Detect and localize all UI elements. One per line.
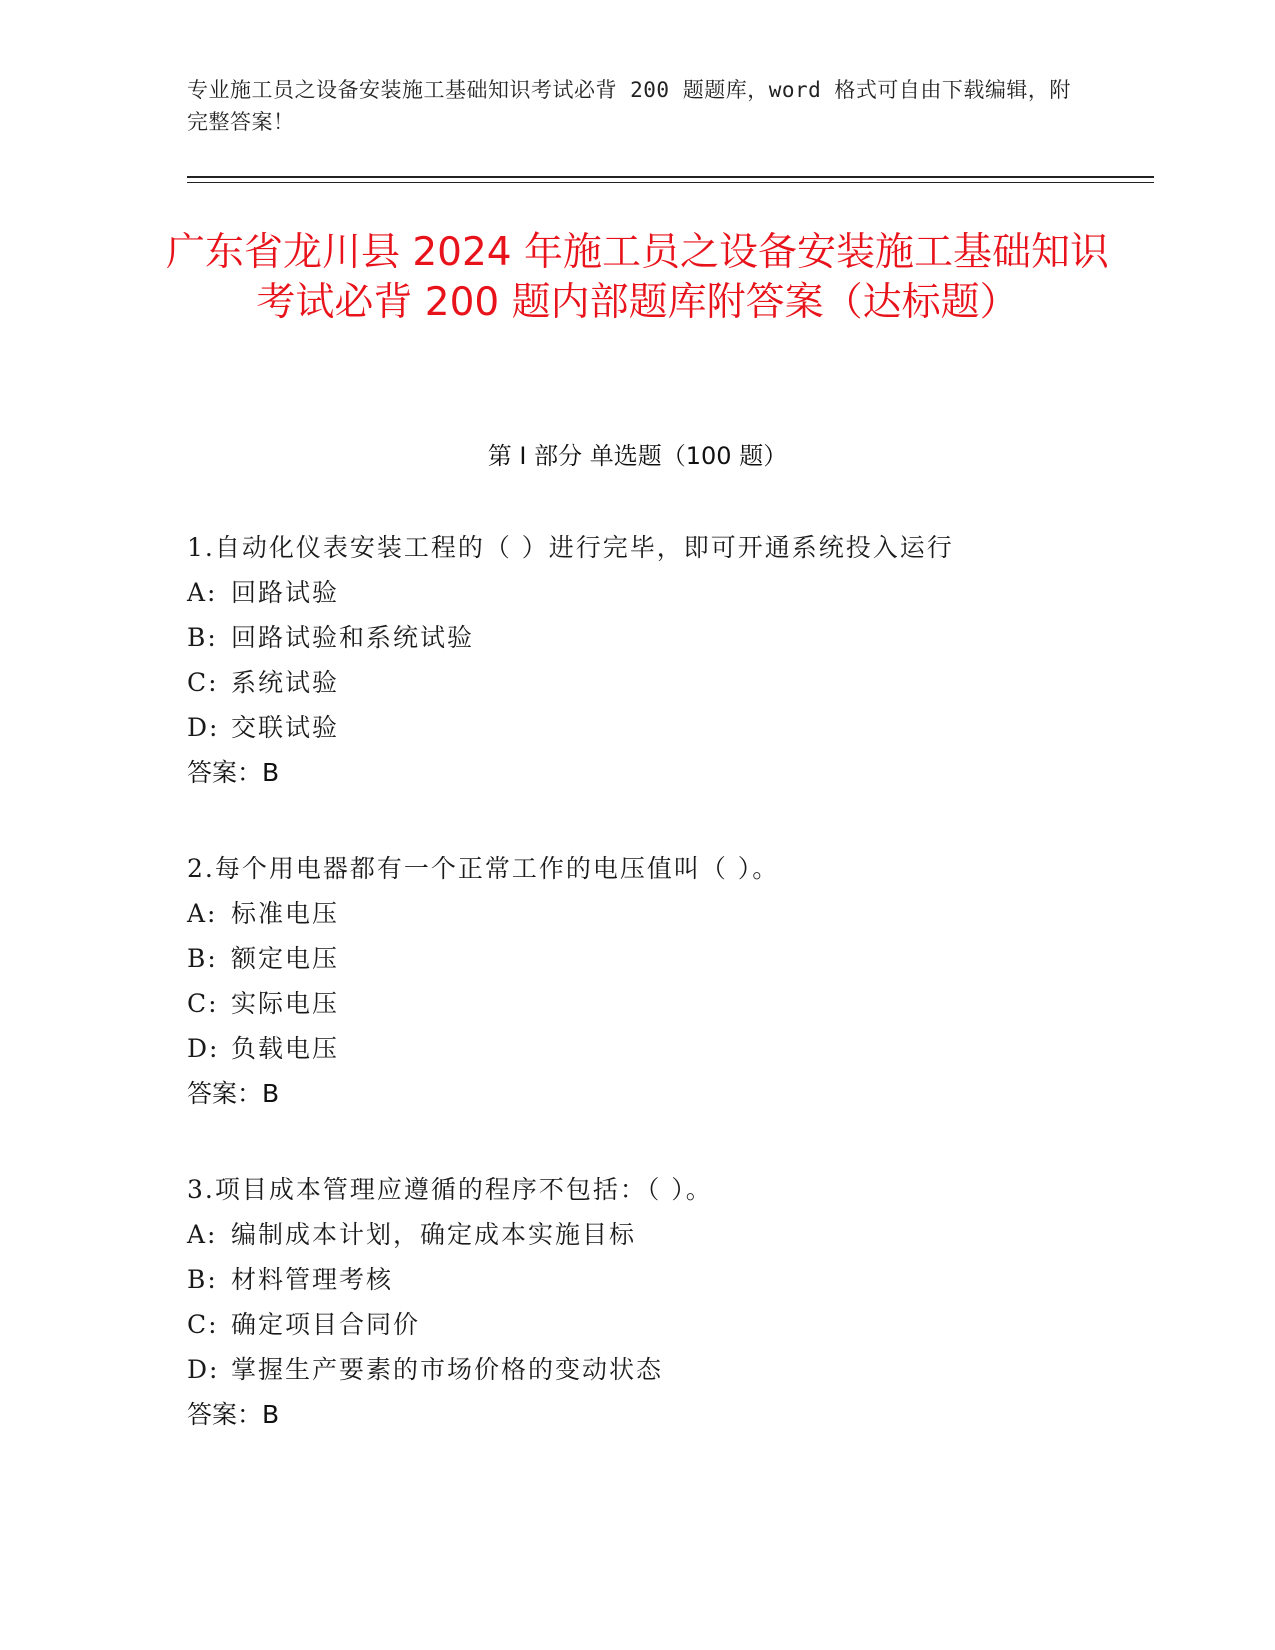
option-text: 回路试验 <box>231 578 340 607</box>
option-text: 标准电压 <box>231 899 340 928</box>
header-note: 专业施工员之设备安装施工基础知识考试必背 200 题题库，word 格式可自由下载编辑，附完整答案！ <box>187 78 1071 134</box>
option-letter: C: <box>187 668 219 697</box>
option-a <box>187 891 1147 936</box>
option-letter: B: <box>187 1265 218 1294</box>
option-text: 确定项目合同价 <box>231 1310 421 1339</box>
option-text: 负载电压 <box>231 1034 340 1063</box>
option-d <box>187 1347 1147 1392</box>
question-stem: 1.自动化仪表安装工程的（ ）进行完毕，即可开通系统投入运行 <box>187 533 954 562</box>
option-letter: C: <box>187 989 219 1018</box>
option-b <box>187 936 1147 981</box>
option-text: 材料管理考核 <box>231 1265 394 1294</box>
answer: 答案：B <box>187 1079 280 1108</box>
option-text: 系统试验 <box>231 668 340 697</box>
question-1 <box>187 525 1147 795</box>
answer: 答案：B <box>187 1400 280 1429</box>
option-text: 编制成本计划，确定成本实施目标 <box>231 1220 637 1249</box>
option-a <box>187 570 1147 615</box>
option-c <box>187 981 1147 1026</box>
option-letter: D: <box>187 713 220 742</box>
option-letter: B: <box>187 623 218 652</box>
option-d <box>187 1026 1147 1071</box>
option-letter: D: <box>187 1034 220 1063</box>
option-c <box>187 1302 1147 1347</box>
option-letter: A: <box>187 1220 218 1249</box>
header-divider-thin <box>187 182 1154 183</box>
option-text: 回路试验和系统试验 <box>231 623 475 652</box>
option-text: 实际电压 <box>231 989 340 1018</box>
option-text: 交联试验 <box>231 713 340 742</box>
option-letter: A: <box>187 899 218 928</box>
option-letter: A: <box>187 578 218 607</box>
option-text: 额定电压 <box>231 944 340 973</box>
question-stem: 3.项目成本管理应遵循的程序不包括：（ ）。 <box>187 1175 713 1204</box>
document-title: 广东省龙川县 2024 年施工员之设备安装施工基础知识考试必背 200 题内部题库附答案（达标题） <box>165 230 1110 325</box>
header-divider-thick <box>187 176 1154 178</box>
answer: 答案：B <box>187 758 280 787</box>
option-letter: B: <box>187 944 218 973</box>
option-c <box>187 660 1147 705</box>
option-letter: C: <box>187 1310 219 1339</box>
option-a <box>187 1212 1147 1257</box>
question-stem: 2.每个用电器都有一个正常工作的电压值叫（ ）。 <box>187 854 780 883</box>
question-2 <box>187 846 1147 1116</box>
option-letter: D: <box>187 1355 220 1384</box>
option-b <box>187 615 1147 660</box>
question-list <box>187 525 1147 1488</box>
question-3 <box>187 1167 1147 1437</box>
option-b <box>187 1257 1147 1302</box>
option-d <box>187 705 1147 750</box>
section-title: 第 I 部分 单选题（100 题） <box>487 442 788 470</box>
option-text: 掌握生产要素的市场价格的变动状态 <box>231 1355 664 1384</box>
